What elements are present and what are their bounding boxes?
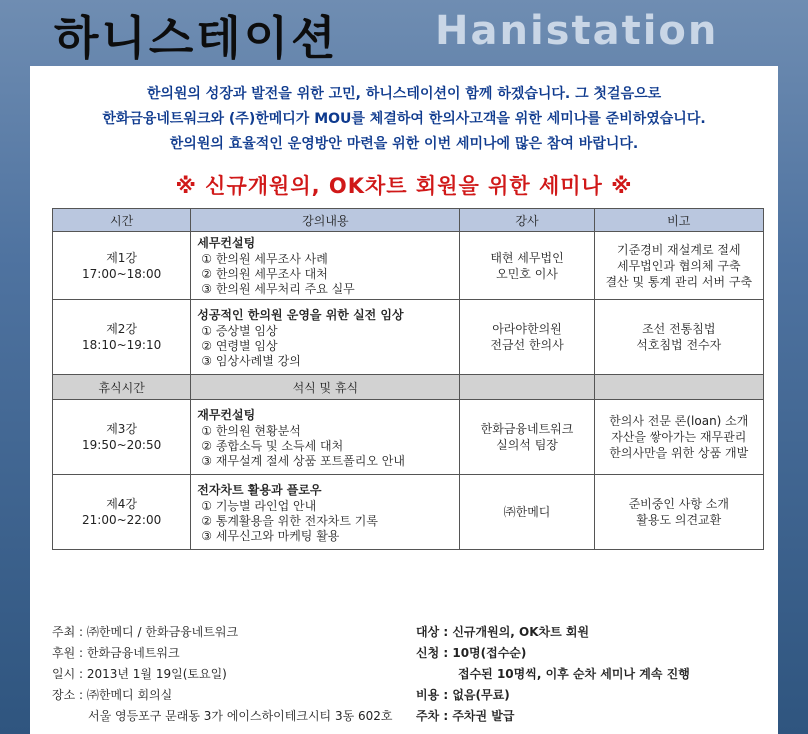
seminar-headline: ※ 신규개원의, OK차트 회원을 위한 세미나 ※ xyxy=(175,174,633,198)
lecture-item: ① 한의원 현황분석 xyxy=(201,423,301,438)
lecture-title: 성공적인 한의원 운영을 위한 실전 임상 xyxy=(197,307,404,322)
note-line: 한의사 전문 론(loan) 소개 xyxy=(609,414,749,428)
lecture-item: ② 통계활용을 위한 전자차트 기록 xyxy=(201,513,378,528)
session-time: 17:00~18:00 xyxy=(82,266,162,281)
intro-line: 한의원의 효율적인 운영방안 마련을 위한 이번 세미나에 많은 참여 바랍니다. xyxy=(169,136,639,152)
session-label: 제1강 xyxy=(106,250,138,265)
note-cell xyxy=(594,475,763,550)
lecture-item: ① 증상별 임상 xyxy=(201,323,278,338)
footer-left-info xyxy=(52,622,393,727)
session-time-cell xyxy=(53,300,191,375)
application-note: 접수된 10명씩, 이후 순차 세미나 계속 진행 xyxy=(458,667,690,681)
lecture-item: ③ 한의원 세무처리 주요 실무 xyxy=(201,282,355,296)
note-line: 세무법인과 협의체 구축 xyxy=(616,258,741,273)
note-cell xyxy=(594,300,763,375)
header-time: 시간 xyxy=(53,209,191,232)
address-line: 서울 영등포구 문래동 3가 에이스하이테크시티 3동 602호 xyxy=(88,709,393,723)
table-header-row xyxy=(53,209,764,232)
note-line: 기준경비 재설계로 절세 xyxy=(616,242,741,257)
break-speaker xyxy=(460,375,594,400)
date-line: 일시 : 2013년 1월 19일(토요일) xyxy=(52,667,227,681)
note-line: 결산 및 통계 관리 서버 구축 xyxy=(605,274,753,289)
intro-text xyxy=(30,82,778,157)
session-label: 제4강 xyxy=(106,497,138,511)
break-time: 휴식시간 xyxy=(53,375,191,400)
note-line: 조선 전통침법 xyxy=(642,322,716,336)
break-note xyxy=(594,375,763,400)
target-line: 대상 : 신규개원의, OK차트 회원 xyxy=(416,625,590,639)
parking-line: 주차 : 주차권 발급 xyxy=(416,709,515,723)
break-content: 석식 및 휴식 xyxy=(191,375,460,400)
note-line: 한의사만을 위한 상품 개발 xyxy=(609,446,749,460)
speaker-line: 한화금융네트워크 xyxy=(480,422,574,436)
session-time: 19:50~20:50 xyxy=(82,438,162,452)
note-line: 활용도 의견교환 xyxy=(636,513,722,527)
speaker-line: 실의석 팀장 xyxy=(496,438,558,452)
content-panel xyxy=(30,66,778,734)
session-time: 21:00~22:00 xyxy=(82,513,162,527)
speaker-cell xyxy=(460,300,594,375)
lecture-cell xyxy=(191,300,460,375)
session-label: 제2강 xyxy=(106,322,138,336)
title-english: Hanistation xyxy=(435,8,719,54)
schedule-table xyxy=(52,208,764,550)
note-cell xyxy=(594,232,763,300)
header-speaker: 강사 xyxy=(460,209,594,232)
table-row xyxy=(53,400,764,475)
speaker-cell xyxy=(460,400,594,475)
application-line: 신청 : 10명(접수순) xyxy=(416,646,527,660)
header-note: 비고 xyxy=(594,209,763,232)
intro-line: 한화금융네트워크와 (주)한메디가 MOU를 체결하여 한의사고객을 위한 세미나를 준비하였습니다. xyxy=(102,111,706,127)
note-cell xyxy=(594,400,763,475)
lecture-title: 세무컨설팅 xyxy=(197,236,256,250)
host-line: 주최 : ㈜한메디 / 한화금융네트워크 xyxy=(52,625,239,639)
speaker-line: ㈜한메디 xyxy=(503,505,551,519)
lecture-item: ② 한의원 세무조사 대처 xyxy=(201,267,328,281)
header-lecture: 강의내용 xyxy=(191,209,460,232)
note-line: 석호침법 전수자 xyxy=(636,338,722,352)
cost-line: 비용 : 없음(무료) xyxy=(416,688,510,702)
lecture-item: ③ 임상사례별 강의 xyxy=(201,353,301,368)
speaker-line: 전금선 한의사 xyxy=(490,338,564,352)
speaker-cell xyxy=(460,475,594,550)
lecture-cell xyxy=(191,232,460,300)
session-time: 18:10~19:10 xyxy=(82,338,162,352)
title-korean: 하니스테이션 xyxy=(54,11,339,65)
break-row xyxy=(53,375,764,400)
table-row xyxy=(53,232,764,300)
session-label: 제3강 xyxy=(106,422,138,436)
table-row xyxy=(53,300,764,375)
lecture-title: 전자차트 활용과 플로우 xyxy=(197,482,322,497)
lecture-title: 재무컨설팅 xyxy=(197,407,256,422)
speaker-line: 태현 세무법인 xyxy=(490,250,564,265)
speaker-line: 오민호 이사 xyxy=(496,266,558,281)
speaker-cell xyxy=(460,232,594,300)
lecture-item: ① 기능별 라인업 안내 xyxy=(201,498,317,513)
table-row xyxy=(53,475,764,550)
venue-line: 장소 : ㈜한메디 회의실 xyxy=(52,688,173,702)
session-time-cell xyxy=(53,400,191,475)
intro-line: 한의원의 성장과 발전을 위한 고민, 하니스테이션이 함께 하겠습니다. 그 첫걸음으로 xyxy=(146,86,662,102)
note-line: 준비중인 사항 소개 xyxy=(628,497,729,511)
session-time-cell xyxy=(53,232,191,300)
sponsor-line: 후원 : 한화금융네트워크 xyxy=(52,646,180,660)
title-bar xyxy=(0,0,808,65)
footer-right-info xyxy=(416,622,690,727)
lecture-item: ① 한의원 세무조사 사례 xyxy=(201,252,328,266)
speaker-line: 아라야한의원 xyxy=(492,322,562,336)
lecture-item: ③ 세무신고와 마케팅 활용 xyxy=(201,528,340,543)
lecture-item: ③ 재무설계 절세 상품 포트폴리오 안내 xyxy=(201,453,405,468)
lecture-item: ② 연령별 임상 xyxy=(201,338,278,353)
note-line: 자산을 쌓아가는 재무관리 xyxy=(611,430,747,444)
lecture-cell xyxy=(191,475,460,550)
lecture-cell xyxy=(191,400,460,475)
session-time-cell xyxy=(53,475,191,550)
lecture-item: ② 종합소득 및 소득세 대처 xyxy=(201,438,344,453)
